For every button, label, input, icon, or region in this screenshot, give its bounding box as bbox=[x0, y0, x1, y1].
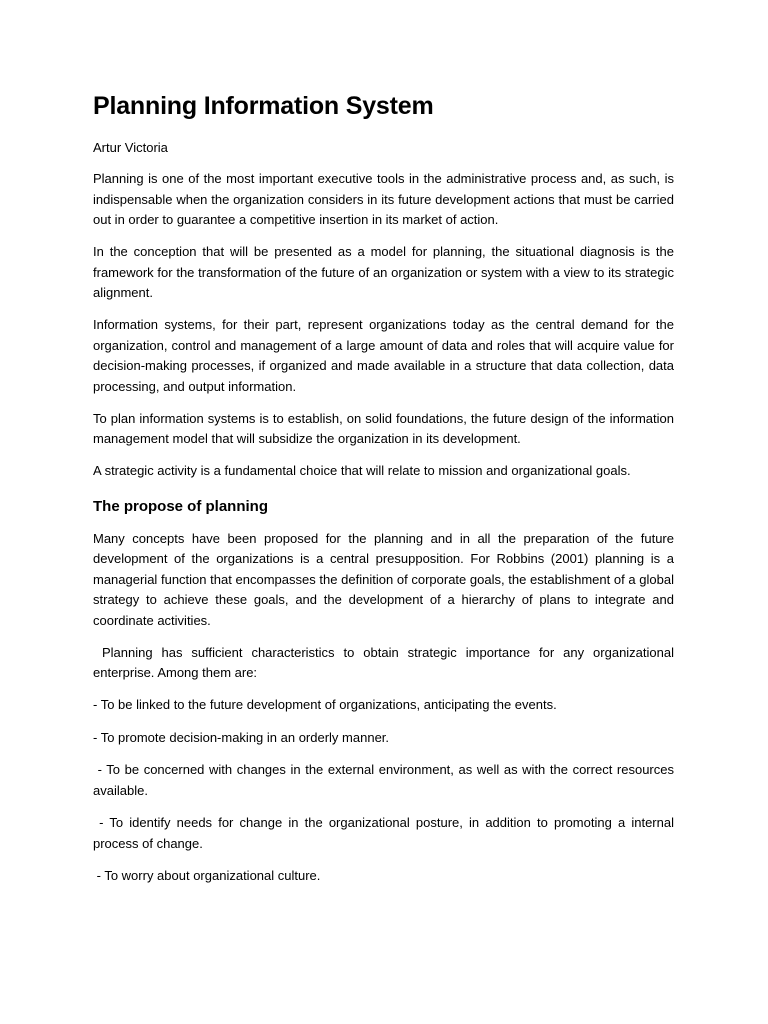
intro-paragraph: In the conception that will be presented as a model for planning, the situational diagnosis is the framework for the transformation of the future of an organization or system with a view to its strategic alignment. bbox=[93, 244, 674, 300]
intro-paragraph: To plan information systems is to establish, on solid foundations, the future design of the information management model that will subsidize the organization in its development. bbox=[93, 410, 674, 446]
bullet-item: - To worry about organizational culture. bbox=[93, 868, 321, 883]
bullet-item: - To identify needs for change in the organizational posture, in addition to promoting a internal process of change. bbox=[93, 815, 678, 851]
section-heading: The propose of planning bbox=[93, 497, 268, 515]
document-page bbox=[93, 88, 678, 899]
section-paragraph: Many concepts have been proposed for the planning and in all the preparation of the future development of the organizations is a central presupposition. For Robbins (2001) planning is a managerial function that encompasses the definition of corporate goals, the establishment of a global strategy to achieve these goals, and the development of a hierarchy of plans to integrate and coordinate activities. bbox=[93, 530, 674, 628]
section-paragraph: Planning has sufficient characteristics to obtain strategic importance for any organizational enterprise. Among them are: bbox=[93, 644, 678, 680]
intro-paragraph: Information systems, for their part, represent organizations today as the central demand for the organization, control and management of a large amount of data and roles that will acquire value for decision-making processes, if organized and made available in a structure that data collection, data processing, and output information. bbox=[93, 317, 674, 394]
bullet-item: - To be linked to the future development of organizations, anticipating the events. bbox=[93, 697, 557, 712]
bullet-item: - To be concerned with changes in the external environment, as well as with the correct resources available. bbox=[93, 762, 678, 798]
bullet-item: - To promote decision-making in an orderly manner. bbox=[93, 729, 390, 745]
document-title: Planning Information System bbox=[93, 92, 434, 120]
intro-paragraph: Planning is one of the most important executive tools in the administrative process and, as such, is indispensable when the organization considers in its future development actions that must be carried out in order to guarantee a competitive insertion in its market of action. bbox=[93, 171, 674, 227]
intro-paragraph: A strategic activity is a fundamental choice that will relate to mission and organizational goals. bbox=[93, 463, 631, 478]
author-name: Artur Victoria bbox=[93, 140, 168, 155]
